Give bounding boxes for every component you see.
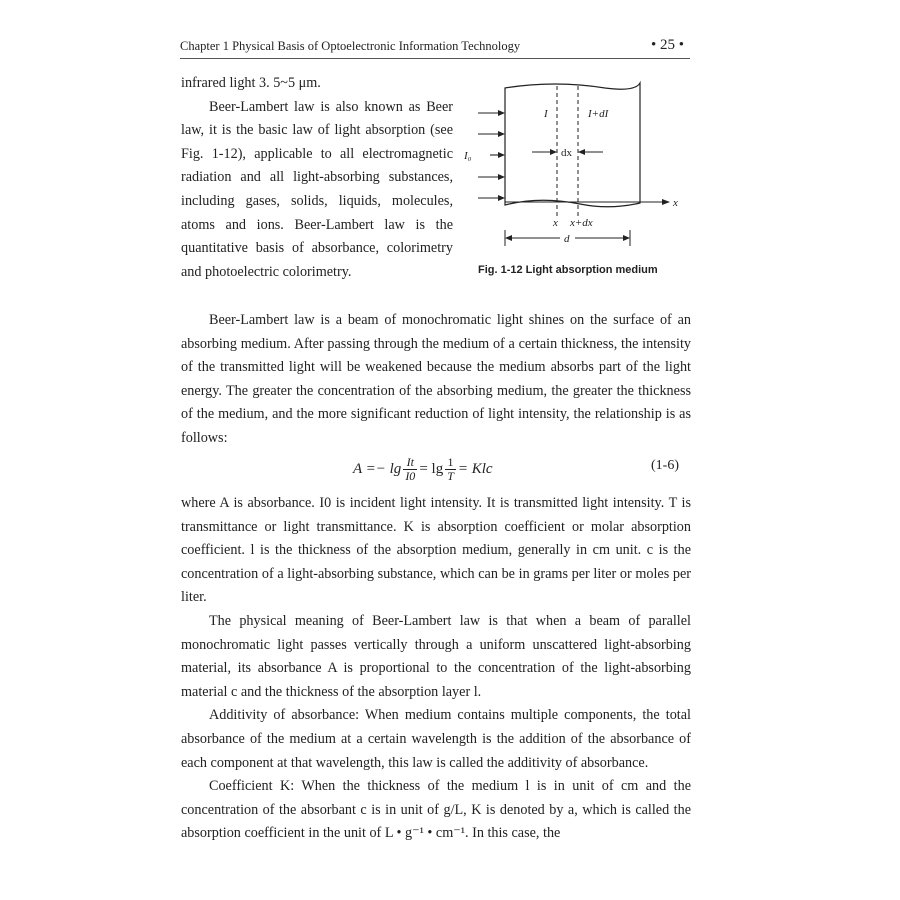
eq-frac2-numerator: 1 [445, 456, 456, 470]
medium-outline [505, 83, 640, 207]
label-x-axis: x [673, 197, 678, 209]
label-x-plus-dx: x+dx [570, 217, 593, 229]
figure-1-12 [460, 78, 690, 290]
paragraph-additivity: Additivity of absorbance: When medium contains multiple components, the total absorbance of the medium at a certain wavelength is the addition of the absorbance of each component at that wavelength, this law is called the additivity of absorbance. [181, 707, 691, 771]
body-text-upper [181, 309, 691, 451]
eq-mid: = lg [419, 460, 444, 477]
equation-formula [353, 456, 493, 483]
paragraph-symbol-definitions: where A is absorbance. I0 is incident light intensity. It is transmitted light intensity. T is transmittance or light transmittance. K is absorption coefficient or molar absorption coefficient. l is the thickness of the absorption medium, generally in cm unit. c is the concentration of a light-absorbing substance, which can be in grams per liter or moles per liter. [181, 495, 691, 606]
label-intensity-i: I [544, 108, 548, 120]
paragraph-beer-law-intro: Beer-Lambert law is also known as Beer law, it is the basic law of light absorption (see Fig. 1-12), applicable to all electromagnetic radiation and all light-absorbing substances, including gases, solids, liquids, molecules, atoms and ions. Beer-Lambert law is the quantitative basis of absorbance, colorimetry and photoelectric colorimetry. [181, 98, 453, 280]
figure-caption: Fig. 1-12 Light absorption medium [478, 264, 658, 276]
paragraph-physical-meaning: The physical meaning of Beer-Lambert law is that when a beam of parallel monochromatic light passes vertically through a uniform unscattered light-absorbing material, its absorbance A is proportional to the concentration of the light-absorbing material c and the thickness of the absorption layer l. [181, 612, 691, 700]
eq-frac2-denominator: T [447, 469, 454, 483]
eq-fraction-2 [445, 456, 456, 483]
incident-arrowheads [498, 110, 505, 201]
x-axis-arrowhead [662, 199, 670, 205]
paragraph-beer-law-description: Beer-Lambert law is a beam of monochromatic light shines on the surface of an absorbing medium. After passing through the medium of a certain thickness, the intensity of the transmitted light will be weakened because the medium absorbs part of the light energy. The greater the concentration of the absorbing medium, the greater the thickness of the medium, and the more significant reduction of light intensity, the relationship is as follows: [181, 312, 691, 446]
chapter-title: Chapter 1 Physical Basis of Optoelectronic Information Technology [180, 39, 521, 53]
eq-frac1-denominator: I0 [405, 469, 416, 483]
eq-rhs: = Klc [457, 460, 493, 477]
absorption-medium-diagram [460, 78, 690, 268]
intro-text [181, 72, 453, 284]
label-incident-i0: I₀ [464, 150, 472, 162]
page-number: • 25 • [650, 37, 684, 53]
label-intensity-i-plus-di: I+dI [588, 108, 609, 120]
eq-lhs: A =− lg [353, 460, 402, 477]
label-x: x [553, 217, 558, 229]
paragraph-coefficient-k: Coefficient K: When the thickness of the medium l is in unit of cm and the concentration of the absorbant c is in unit of g/L, K is denoted by a, which is called the absorption coefficient in the unit of L • g⁻¹ • cm⁻¹. In this case, the [181, 778, 691, 842]
body-text-lower [181, 492, 691, 846]
running-header [180, 36, 690, 59]
equation-1-6 [181, 452, 691, 486]
paragraph-continuation: infrared light 3. 5~5 μm. [181, 75, 321, 91]
eq-fraction-1 [403, 456, 417, 483]
label-d: d [564, 233, 570, 245]
equation-number: (1-6) [651, 458, 679, 473]
eq-frac1-numerator: It [403, 456, 417, 470]
label-dx: dx [561, 147, 572, 159]
